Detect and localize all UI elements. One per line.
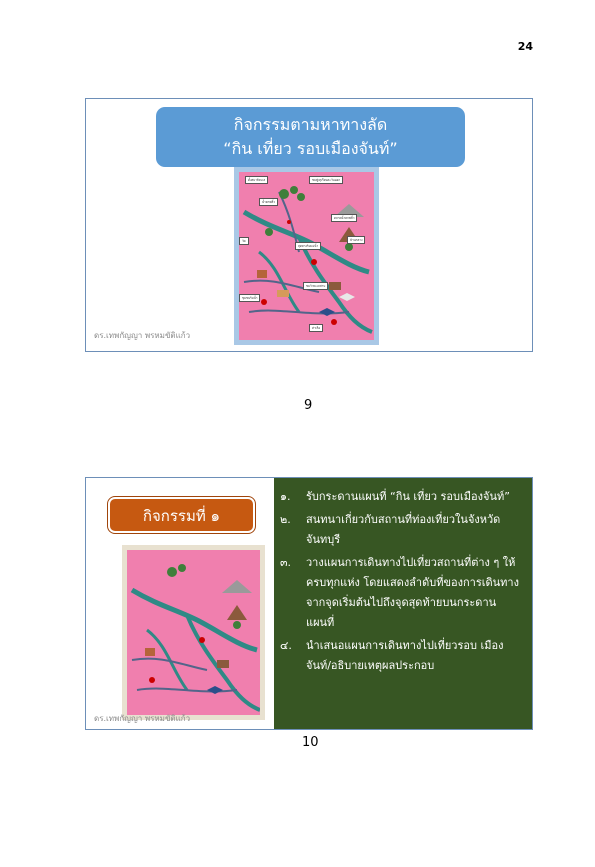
list-item [278,553,522,633]
map-label: ชุมชนริมน้ำ [239,294,260,302]
list-item [278,487,522,507]
instructions-list [278,487,522,676]
item-text: รับกระดานแผนที่ “กิน เที่ยว รอบเมืองจันท์” [306,490,510,503]
page-number: 24 [517,40,533,53]
map-label: บ้านกลาง [347,236,365,244]
item-number: ๒. [280,513,291,526]
map-label: สุดทางริมแม่น้ำ [295,242,321,250]
map-label: ตลาดน้ำตกพลิ้ว [331,214,357,222]
map-label: ท่าเรือ [309,324,323,332]
slide-10 [85,477,533,730]
tourism-map-photo [122,545,265,720]
map-photo-drawing [127,550,260,715]
item-number: ๑. [280,490,291,503]
list-item [278,510,522,550]
map-label: น้ำตกพลิ้ว [259,198,278,206]
item-number: ๔. [280,639,292,652]
item-text: สนทนาเกี่ยวกับสถานที่ท่องเที่ยวในจังหวัดจันทบุรี [306,513,501,546]
map-label: ชมวิวทะเลสาบ [303,282,328,290]
slide-title-line2: “กิน เที่ยว รอบเมืองจันท์” [223,139,398,158]
author-credit: ดร.เทพกัญญา พรหมขัติแก้ว [94,714,191,723]
map-label: วัด [239,237,249,245]
slide-number: 10 [302,735,319,750]
map-label: ชมพู่/ทุเรียนตะวันออก [309,176,343,184]
slide-number: 9 [304,398,313,413]
instructions-panel [274,478,532,729]
slide-9 [85,98,533,352]
slide-title-banner [156,107,465,167]
item-text: วางแผนการเดินทางไปเที่ยวสถานที่ต่าง ๆ ให้ครบทุกแห่ง โดยแสดงลำดับที่ของการเดินทางจากจุดเริ่มต้นไปถึงจุดสุดท้ายบนกระดานแผนที่ [306,556,519,629]
item-text: นำเสนอแผนการเดินทางไปเที่ยวรอบ เมืองจันท์/อธิบายเหตุผลประกอบ [306,639,504,672]
activity-badge: กิจกรรมที่ ๑ [108,497,255,533]
list-item [278,636,522,676]
author-credit: ดร.เทพกัญญา พรหมขัติแก้ว [94,331,191,340]
item-number: ๓. [280,556,292,569]
slide-title-line1: กิจกรรมตามหาทางลัด [233,115,388,134]
map-label: ตั้งสมาธิทะเล [245,176,268,184]
tourism-map-image [234,167,379,345]
